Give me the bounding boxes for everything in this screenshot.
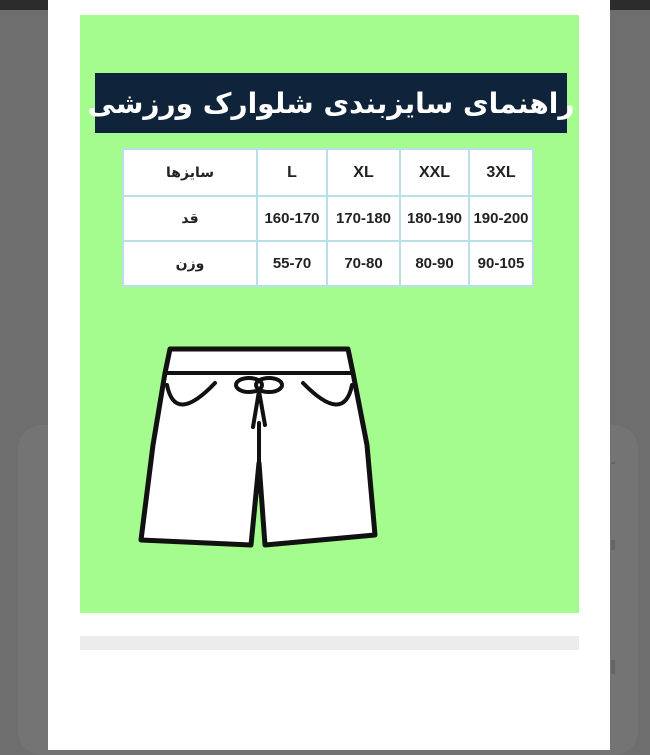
size-cell: 3XL [469,149,533,196]
image-caption-strip [80,636,579,650]
background-text-fragment [611,540,615,550]
table-cell: 180-190 [400,196,469,241]
table-row-height [123,196,533,241]
table-cell: 70-80 [327,241,400,286]
size-guide-title: راهنمای سایزبندی شلوارک ورزشی [87,86,575,120]
size-guide-title-bar [87,73,575,133]
table-cell: 170-180 [327,196,400,241]
size-cell: L [257,149,327,196]
table-row-weight [123,241,533,286]
table-header-label: سایزها [123,149,257,196]
size-guide-image[interactable] [80,15,579,613]
background-text-fragment [611,462,615,464]
row-label-weight: وزن [123,241,257,286]
size-cell: XL [327,149,400,196]
table-cell: 160-170 [257,196,327,241]
table-cell: 80-90 [400,241,469,286]
size-table [122,148,534,287]
table-row-sizes [123,149,533,196]
image-viewer-modal [48,0,610,750]
table-cell: 190-200 [469,196,533,241]
shorts-outline-icon [135,345,385,560]
table-cell: 55-70 [257,241,327,286]
table-cell: 90-105 [469,241,533,286]
size-cell: XXL [400,149,469,196]
background-text-fragment [611,660,615,674]
row-label-height: قد [123,196,257,241]
